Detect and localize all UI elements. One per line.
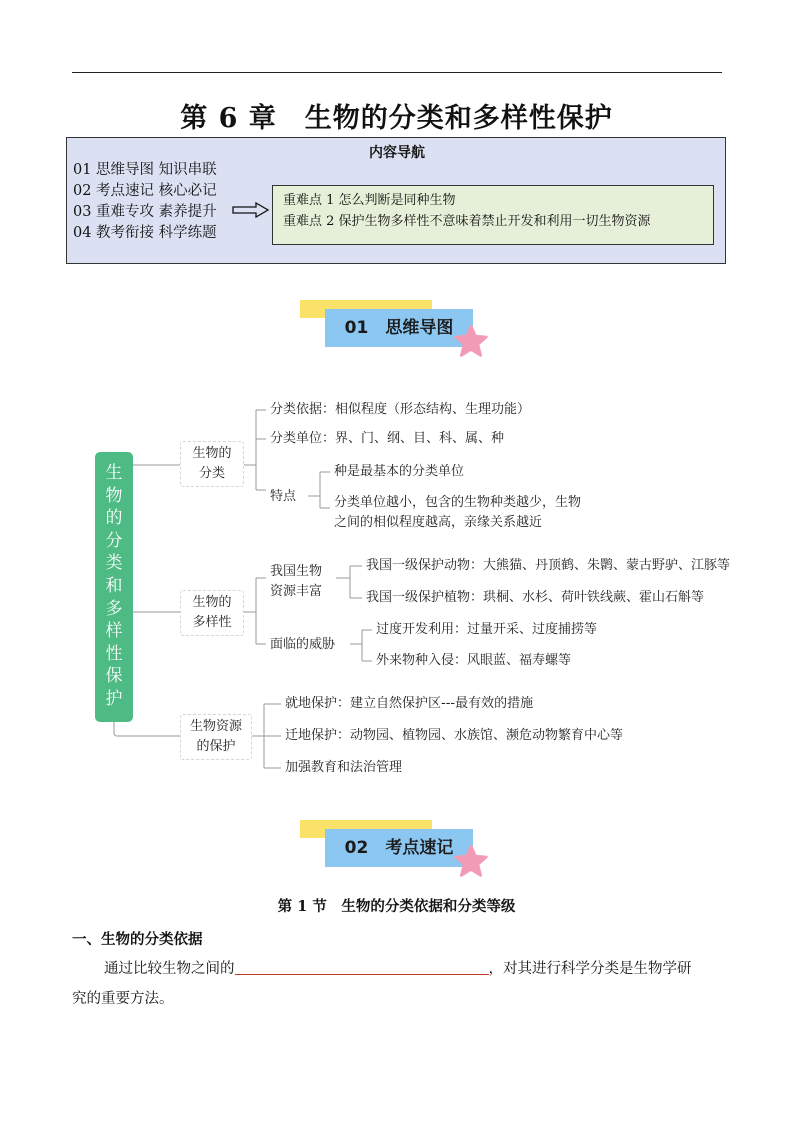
root-char: 保 (105, 666, 123, 687)
protected-animals: 我国一级保护动物：大熊猫、丹顶鹤、朱鹮、蒙古野驴、江豚等 (366, 558, 731, 573)
node-label: 我国生物 (270, 564, 323, 579)
star-icon (453, 324, 489, 358)
feature-item: 种是最基本的分类单位 (334, 464, 465, 479)
protected-plants: 我国一级保护植物：珙桐、水杉、荷叶铁线蕨、霍山石斛等 (366, 590, 705, 605)
ex-situ-protection: 迁地保护：动物园、植物园、水族馆、濒危动物繁育中心等 (285, 728, 624, 743)
node-label: 分类 (198, 466, 225, 481)
subsection-title: 一、生物的分类依据 (72, 931, 203, 948)
feature-item: 分类单位越小，包含的生物种类越少，生物 (334, 495, 582, 510)
classification-units: 分类单位：界、门、纲、目、科、属、种 (270, 431, 505, 446)
root-char: 类 (105, 553, 123, 574)
mindmap-node-classification (180, 441, 244, 487)
root-char: 多 (105, 598, 123, 619)
education-law: 加强教育和法治管理 (285, 760, 403, 775)
root-char: 的 (105, 508, 123, 529)
mindmap-node-protection (180, 714, 252, 760)
hard-point: 重难点 1 怎么判断是同种生物 (283, 193, 456, 208)
nav-item: 02 考点速记 核心必记 (73, 183, 217, 199)
root-char: 样 (105, 621, 123, 642)
feature-item: 之间的相似程度越高，亲缘关系越近 (334, 515, 543, 530)
root-char: 物 (105, 485, 123, 506)
classification-feature: 特点 (270, 489, 297, 504)
rich-resources (270, 562, 322, 602)
top-rule (72, 72, 722, 73)
nav-item: 01 思维导图 知识串联 (73, 162, 217, 178)
node-label: 资源丰富 (270, 584, 323, 599)
star-icon (453, 844, 489, 878)
threat-item: 外来物种入侵：风眼蓝、福寿螺等 (376, 653, 572, 668)
root-char: 分 (105, 530, 123, 551)
node-label: 生物的 (192, 595, 232, 610)
section-badge-key-points (300, 820, 490, 890)
in-situ-protection: 就地保护：建立自然保护区---最有效的措施 (285, 696, 534, 711)
content-nav-box (66, 137, 726, 264)
node-label: 的保护 (196, 739, 236, 754)
right-arrow-icon (232, 202, 270, 218)
threat-item: 过度开发利用：过量开采、过度捕捞等 (376, 622, 598, 637)
root-char: 生 (105, 463, 123, 483)
nav-item: 03 重难专攻 素养提升 (73, 204, 217, 220)
node-label: 生物的 (192, 446, 232, 461)
hard-points-box (272, 185, 714, 245)
hard-point: 重难点 2 保护生物多样性不意味着禁止开发和利用一切生物资源 (283, 214, 651, 229)
root-char: 护 (105, 688, 123, 709)
mindmap-root (95, 452, 133, 722)
page-title: 第 6 章 生物的分类和多样性保护 (180, 103, 613, 134)
badge-label: 01 思维导图 (344, 318, 454, 338)
badge-label: 02 考点速记 (344, 838, 454, 858)
mindmap-node-diversity (180, 590, 244, 636)
section-badge-mindmap (300, 300, 490, 370)
paragraph-text: 通过比较生物之间的 (104, 961, 235, 977)
section-title: 第 1 节 生物的分类依据和分类等级 (277, 898, 516, 915)
paragraph-text: ，对其进行科学分类是生物学研 (488, 961, 692, 977)
nav-heading: 内容导航 (369, 145, 425, 161)
root-char: 性 (105, 643, 123, 664)
node-label: 生物资源 (189, 719, 242, 734)
body-paragraph (72, 954, 727, 984)
root-char: 和 (105, 575, 123, 596)
nav-item: 04 教考衔接 科学练题 (73, 225, 217, 241)
node-label: 多样性 (192, 615, 232, 630)
threats: 面临的威胁 (270, 637, 336, 652)
fill-in-blank[interactable] (235, 958, 489, 975)
classification-basis: 分类依据：相似程度（形态结构、生理功能） (270, 402, 531, 417)
body-paragraph-line2: 究的重要方法。 (72, 991, 174, 1007)
